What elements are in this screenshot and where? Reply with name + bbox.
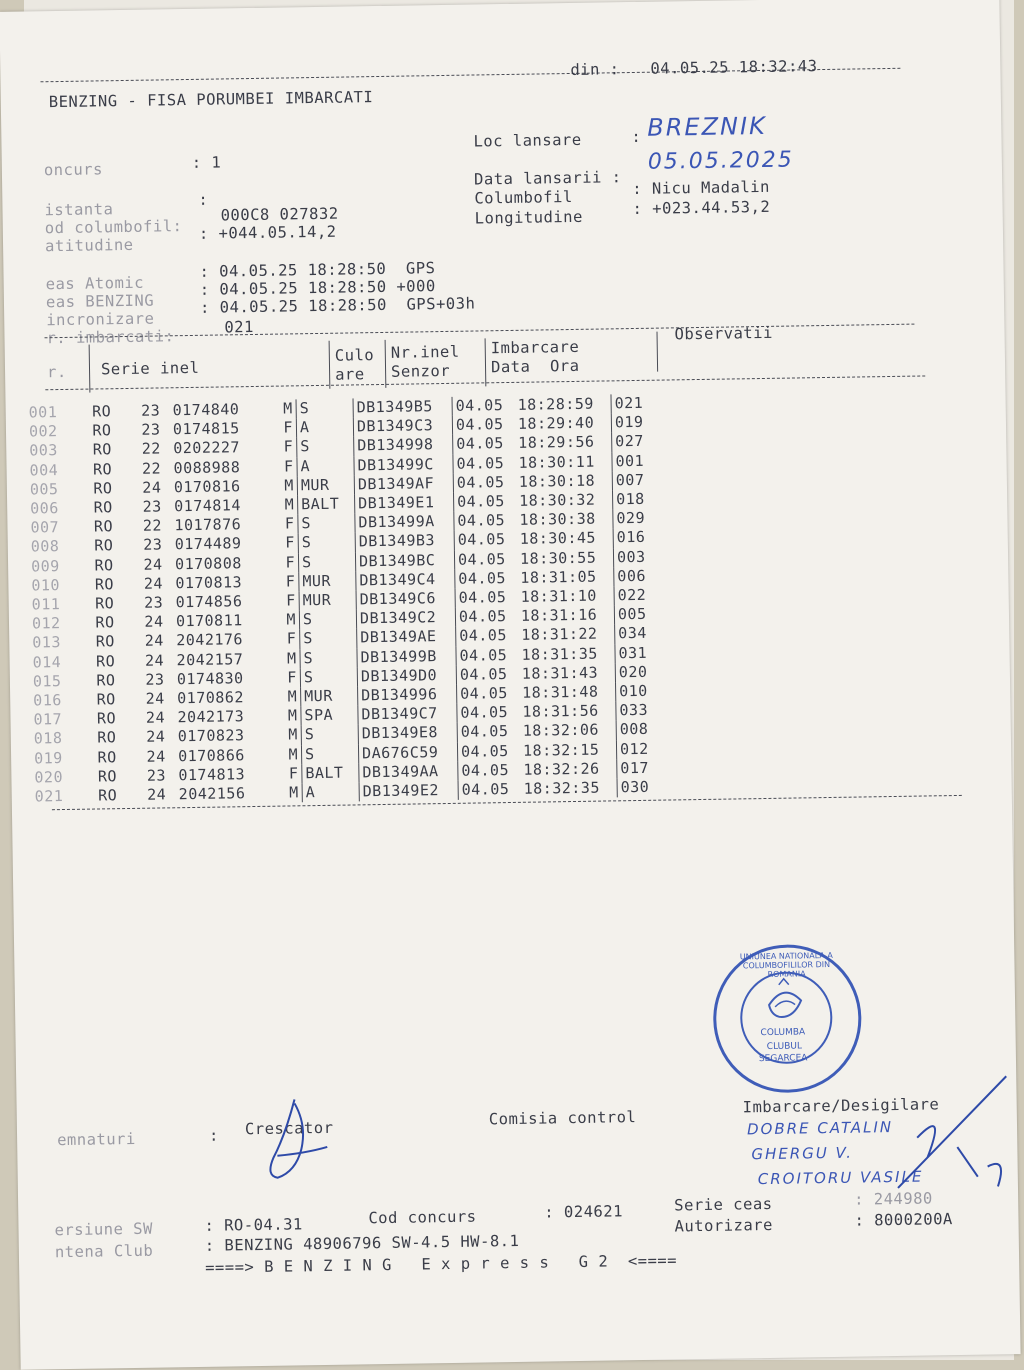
sensor-id-cell: DB13499C bbox=[354, 454, 453, 475]
row-number-cell: 021 bbox=[34, 787, 64, 806]
boarding-date-cell: 04.05 bbox=[453, 434, 516, 454]
row-number-cell: 006 bbox=[30, 499, 59, 518]
ring-number-cell: 2042176 bbox=[176, 630, 244, 650]
boarding-date-cell: 04.05 bbox=[454, 511, 517, 531]
document-title: BENZING - FISA PORUMBEI IMBARCATI bbox=[48, 88, 374, 112]
observation-cell: 019 bbox=[611, 413, 658, 433]
boarding-date-cell: 04.05 bbox=[455, 588, 518, 608]
boarding-date-cell: 04.05 bbox=[454, 530, 517, 550]
color-cell: BALT bbox=[298, 494, 355, 514]
boarding-date-cell: 04.05 bbox=[456, 626, 519, 646]
row-number-cell: 005 bbox=[29, 479, 59, 499]
row-number-cell: 017 bbox=[33, 710, 63, 729]
ring-country-cell: RO bbox=[94, 555, 114, 575]
row-number-cell: 015 bbox=[32, 671, 62, 691]
loc-lansare-sep: : bbox=[631, 127, 642, 147]
ring-year-cell: 23 bbox=[141, 420, 161, 439]
table-top-rule bbox=[45, 324, 915, 339]
color-cell: S bbox=[298, 533, 355, 553]
row-number-cell: 008 bbox=[30, 537, 60, 556]
ring-year-cell: 24 bbox=[144, 631, 164, 651]
color-cell: S bbox=[301, 744, 358, 764]
cod-columbofil-label: od columbofil: bbox=[44, 217, 183, 238]
cod-concurs-label: Cod concurs bbox=[368, 1207, 477, 1228]
ring-country-cell: RO bbox=[92, 440, 112, 459]
sex-cell: M bbox=[288, 725, 298, 744]
distanta-label: istanta bbox=[44, 200, 114, 220]
row-number-cell: 020 bbox=[34, 767, 64, 787]
color-cell: SPA bbox=[301, 706, 358, 726]
color-cell: MUR bbox=[299, 571, 356, 591]
sex-cell: F bbox=[285, 552, 296, 572]
sex-cell: F bbox=[286, 629, 297, 648]
boarding-time-cell: 18:31:48 bbox=[522, 682, 599, 702]
boarding-time-cell: 18:30:18 bbox=[518, 471, 596, 491]
ring-year-cell: 23 bbox=[146, 766, 167, 785]
versiune-value: : RO-04.31 bbox=[204, 1215, 303, 1235]
ring-year-cell: 24 bbox=[146, 747, 166, 766]
sensor-id-cell: DB1349B5 bbox=[353, 397, 452, 418]
ring-year-cell: 24 bbox=[144, 651, 165, 670]
boarding-time-cell: 18:32:26 bbox=[523, 759, 600, 779]
col-divider bbox=[89, 345, 91, 393]
sex-cell: F bbox=[288, 764, 299, 783]
sensor-id-cell: DB1349C7 bbox=[358, 704, 457, 725]
ring-year-cell: 24 bbox=[145, 689, 165, 708]
sensor-id-cell: DB13499B bbox=[357, 646, 456, 667]
observation-cell: 017 bbox=[617, 758, 664, 778]
serie-ceas-value: : 244980 bbox=[854, 1189, 933, 1209]
sensor-id-cell: DB1349AF bbox=[354, 474, 453, 495]
sensor-id-cell: DB1349C3 bbox=[353, 416, 452, 437]
color-cell: A bbox=[296, 418, 353, 438]
sensor-id-cell: DB1349E1 bbox=[355, 493, 454, 514]
col-divider bbox=[485, 338, 487, 386]
sensor-id-cell: DB1349AA bbox=[359, 762, 458, 783]
boarding-date-cell: 04.05 bbox=[457, 722, 520, 742]
signature-name-1: DOBRE CATALIN bbox=[746, 1118, 894, 1139]
row-number-cell: 014 bbox=[32, 652, 62, 672]
sex-cell: M bbox=[289, 783, 299, 802]
loc-lansare-handwritten: BREZNIK bbox=[647, 111, 768, 142]
row-number-cell: 012 bbox=[31, 614, 61, 633]
imbarcare-desigilare-label: Imbarcare/Desigilare bbox=[742, 1095, 940, 1117]
sensor-id-cell: DB1349E8 bbox=[358, 723, 457, 744]
ring-country-cell: RO bbox=[95, 651, 116, 671]
row-number-cell: 018 bbox=[33, 729, 63, 748]
sensor-id-cell: DB1349C6 bbox=[356, 589, 455, 610]
semnaturi-sep: : bbox=[208, 1126, 220, 1145]
boarding-date-cell: 04.05 bbox=[453, 473, 516, 493]
sex-cell: F bbox=[287, 668, 298, 687]
observation-cell: 029 bbox=[613, 509, 660, 529]
ring-year-cell: 24 bbox=[147, 785, 167, 804]
sensor-id-cell: DB1349E2 bbox=[359, 781, 458, 802]
boarding-time-cell: 18:32:06 bbox=[522, 721, 600, 741]
ring-number-cell: 0170862 bbox=[177, 688, 245, 708]
color-cell: S bbox=[298, 552, 355, 572]
boarding-time-cell: 18:28:59 bbox=[517, 394, 595, 414]
boarding-date-cell: 04.05 bbox=[454, 550, 517, 570]
boarding-time-cell: 18:29:56 bbox=[518, 433, 595, 453]
sincronizare-label: incronizare bbox=[46, 309, 155, 330]
ring-number-cell: 0174856 bbox=[175, 592, 243, 612]
boarding-date-cell: 04.05 bbox=[455, 607, 518, 627]
col-divider bbox=[329, 341, 331, 389]
ring-country-cell: RO bbox=[96, 671, 116, 690]
boarding-time-cell: 18:30:45 bbox=[519, 529, 597, 549]
ring-country-cell: RO bbox=[94, 575, 115, 594]
row-number-cell: 007 bbox=[30, 518, 60, 537]
ring-number-cell: 0170823 bbox=[177, 726, 245, 746]
ring-number-cell: 1017876 bbox=[174, 515, 242, 535]
col-nrinel-header-1: Nr.inel bbox=[390, 342, 460, 362]
color-cell: S bbox=[300, 629, 357, 649]
boarding-time-cell: 18:31:35 bbox=[521, 644, 598, 664]
ring-year-cell: 24 bbox=[142, 478, 162, 497]
sex-cell: F bbox=[284, 514, 295, 533]
longitudine-value: : +023.44.53,2 bbox=[632, 197, 771, 219]
sex-cell: F bbox=[285, 533, 295, 552]
data-lansarii-label: Data lansarii : bbox=[473, 168, 622, 189]
observation-cell: 021 bbox=[611, 394, 658, 414]
observation-cell: 030 bbox=[617, 778, 664, 798]
autorizare-value: : 8000200A bbox=[854, 1210, 953, 1230]
ring-number-cell: 2042173 bbox=[177, 707, 245, 727]
observation-cell: 031 bbox=[615, 643, 662, 663]
ring-country-cell: RO bbox=[97, 728, 117, 747]
boarding-date-cell: 04.05 bbox=[452, 415, 515, 435]
boarding-date-cell: 04.05 bbox=[458, 761, 521, 781]
boarding-date-cell: 04.05 bbox=[456, 665, 519, 685]
ring-year-cell: 23 bbox=[145, 670, 165, 689]
concurs-value: : 1 bbox=[191, 153, 222, 172]
sensor-id-cell: DB1349AE bbox=[357, 627, 456, 648]
col-imbarcare-header-1: Imbarcare bbox=[490, 337, 580, 358]
ring-year-cell: 23 bbox=[142, 497, 162, 516]
sex-cell: M bbox=[288, 744, 299, 764]
sex-cell: F bbox=[283, 456, 294, 476]
boarding-date-cell: 04.05 bbox=[453, 453, 516, 473]
boarding-time-cell: 18:30:32 bbox=[518, 490, 596, 510]
ring-number-cell: 0170808 bbox=[174, 553, 242, 573]
observation-cell: 005 bbox=[614, 605, 661, 625]
signature-name-2: GHERGU V. bbox=[751, 1143, 854, 1164]
pigeon-table bbox=[26, 394, 664, 807]
ring-country-cell: RO bbox=[97, 767, 118, 786]
ring-year-cell: 23 bbox=[144, 593, 164, 612]
sensor-id-cell: DA676C59 bbox=[358, 742, 457, 763]
print-date-value: 04.05.25 18:32:43 bbox=[650, 57, 818, 78]
observation-cell: 006 bbox=[614, 566, 661, 586]
ring-country-cell: RO bbox=[94, 536, 114, 555]
boarding-date-cell: 04.05 bbox=[455, 569, 518, 589]
sensor-id-cell: DB1349B3 bbox=[355, 531, 454, 552]
boarding-date-cell: 04.05 bbox=[456, 646, 519, 666]
observation-cell: 033 bbox=[616, 701, 663, 721]
ring-number-cell: 0174815 bbox=[172, 419, 240, 439]
ceas-atomic-label: eas Atomic bbox=[45, 273, 145, 294]
signature-name-3: CROITORU VASILE bbox=[757, 1167, 924, 1189]
club-seal-stamp bbox=[712, 944, 862, 1094]
stamp-inner-text-2: CLUBUL bbox=[766, 1041, 803, 1053]
ring-country-cell: RO bbox=[93, 479, 113, 498]
observation-cell: 027 bbox=[612, 432, 659, 452]
ring-number-cell: 0174489 bbox=[174, 534, 242, 554]
ring-country-cell: RO bbox=[96, 709, 117, 728]
latitudine-label: atitudine bbox=[44, 235, 134, 256]
sex-cell: M bbox=[287, 687, 298, 706]
observation-cell: 008 bbox=[616, 720, 663, 740]
sensor-id-cell: DB1349D0 bbox=[357, 666, 456, 687]
sex-cell: M bbox=[282, 399, 293, 418]
col-divider bbox=[656, 332, 658, 372]
cod-concurs-value: : 024621 bbox=[544, 1202, 624, 1222]
sensor-id-cell: DB134998 bbox=[354, 435, 453, 456]
color-cell: MUR bbox=[301, 686, 358, 706]
observation-cell: 022 bbox=[614, 586, 661, 606]
color-cell: S bbox=[297, 437, 354, 457]
color-cell: S bbox=[300, 667, 357, 687]
ring-country-cell: RO bbox=[98, 786, 118, 805]
ring-country-cell: RO bbox=[96, 690, 116, 709]
boarding-date-cell: 04.05 bbox=[458, 780, 521, 800]
row-number-cell: 019 bbox=[33, 748, 63, 768]
col-divider bbox=[385, 340, 387, 388]
sensor-id-cell: DB13499A bbox=[355, 512, 454, 533]
boarding-date-cell: 04.05 bbox=[452, 396, 515, 416]
sex-cell: M bbox=[286, 648, 297, 668]
boarding-time-cell: 18:31:10 bbox=[520, 586, 598, 606]
ring-country-cell: RO bbox=[92, 402, 112, 421]
ring-country-cell: RO bbox=[97, 747, 117, 767]
ring-year-cell: 23 bbox=[143, 535, 163, 555]
ring-number-cell: 0202227 bbox=[173, 438, 241, 458]
ring-number-cell: 0170816 bbox=[173, 477, 241, 497]
row-number-cell: 001 bbox=[28, 403, 58, 422]
boarding-time-cell: 18:31:56 bbox=[522, 701, 599, 722]
row-number-cell: 016 bbox=[33, 691, 62, 710]
boarding-time-cell: 18:30:38 bbox=[519, 509, 596, 530]
row-number-cell: 003 bbox=[29, 441, 59, 460]
columbofil-label: Columbofil bbox=[474, 187, 573, 208]
comisia-label: Comisia control bbox=[488, 1108, 637, 1129]
ring-country-cell: RO bbox=[93, 498, 113, 517]
boarding-time-cell: 18:31:16 bbox=[520, 605, 598, 626]
sensor-id-cell: DB1349C2 bbox=[356, 608, 455, 629]
versiune-label: ersiune SW bbox=[54, 1219, 153, 1240]
ring-year-cell: 23 bbox=[141, 401, 161, 420]
col-culoare-header-2: are bbox=[334, 365, 365, 384]
color-cell: S bbox=[296, 398, 353, 418]
ring-country-cell: RO bbox=[92, 459, 113, 479]
observation-cell: 012 bbox=[616, 739, 663, 759]
observation-cell: 034 bbox=[615, 624, 662, 644]
boarding-time-cell: 18:32:15 bbox=[522, 740, 600, 760]
ring-number-cell: 2042156 bbox=[178, 784, 246, 804]
color-cell: A bbox=[297, 456, 354, 476]
stamp-outer-text: UNIUNEA NATIONALA A COLUMBOFILILOR DIN ROMANIA bbox=[739, 950, 833, 979]
crescator-signature bbox=[254, 1095, 335, 1186]
ring-country-cell: RO bbox=[93, 517, 114, 536]
print-date-label: din : bbox=[570, 60, 620, 79]
row-number-cell: 004 bbox=[29, 460, 59, 480]
observation-cell: 020 bbox=[615, 662, 662, 682]
sex-cell: M bbox=[284, 495, 295, 514]
color-cell: S bbox=[298, 514, 355, 534]
col-serie-header: Serie inel bbox=[100, 358, 200, 379]
observation-cell: 016 bbox=[613, 528, 660, 548]
row-number-cell: 002 bbox=[28, 422, 58, 441]
ring-country-cell: RO bbox=[95, 613, 115, 632]
stamp-inner-text-1: COLUMBA bbox=[760, 1027, 806, 1039]
ring-number-cell: 0170813 bbox=[175, 573, 243, 593]
row-number-cell: 010 bbox=[31, 575, 61, 595]
ring-number-cell: 0170866 bbox=[177, 745, 245, 765]
ring-number-cell: 0174840 bbox=[172, 400, 240, 420]
boarding-time-cell: 18:32:35 bbox=[523, 778, 601, 798]
boarding-date-cell: 04.05 bbox=[457, 703, 520, 723]
sex-cell: F bbox=[283, 437, 294, 456]
sensor-id-cell: DB1349BC bbox=[355, 550, 454, 571]
col-culoare-header-1: Culo bbox=[334, 346, 375, 365]
ring-number-cell: 0174830 bbox=[176, 669, 244, 689]
observation-cell: 001 bbox=[612, 451, 659, 471]
antena-value: : BENZING 48906796 SW-4.5 HW-8.1 bbox=[204, 1231, 520, 1255]
ring-year-cell: 24 bbox=[146, 727, 166, 747]
ceas-benzing-value: : 04.05.25 18:28:50 +000 bbox=[199, 277, 436, 299]
color-cell: A bbox=[302, 782, 359, 802]
serie-ceas-label: Serie ceas bbox=[674, 1194, 773, 1215]
benzing-brand-line: ====> B E N Z I N G E x p r e s s G 2 <==== bbox=[205, 1251, 678, 1277]
sensor-id-cell: DB1349C4 bbox=[356, 570, 455, 591]
ring-number-cell: 2042157 bbox=[176, 649, 244, 669]
autorizare-label: Autorizare bbox=[674, 1215, 774, 1236]
imbarcati-value: 021 bbox=[224, 317, 255, 337]
color-cell: S bbox=[300, 648, 357, 668]
color-cell: MUR bbox=[297, 475, 354, 495]
ring-year-cell: 24 bbox=[143, 555, 163, 574]
data-lansarii-handwritten: 05.05.2025 bbox=[647, 147, 794, 175]
ring-year-cell: 24 bbox=[144, 612, 164, 631]
distanta-value: : bbox=[198, 190, 209, 209]
semnaturi-label: emnaturi bbox=[56, 1129, 136, 1150]
ring-year-cell: 24 bbox=[143, 574, 164, 593]
color-cell: S bbox=[301, 725, 358, 745]
stamp-inner-text-3: SEGARCEA bbox=[758, 1053, 808, 1065]
signature-strokes bbox=[886, 1066, 1018, 1198]
color-cell: BALT bbox=[302, 763, 359, 783]
sex-cell: M bbox=[284, 476, 295, 495]
ring-country-cell: RO bbox=[95, 594, 115, 613]
ring-number-cell: 0174813 bbox=[178, 765, 246, 785]
color-cell: S bbox=[299, 610, 356, 630]
cod-columbofil-value: 000C8 027832 bbox=[220, 204, 339, 225]
ring-number-cell: 0174814 bbox=[174, 496, 242, 516]
sex-cell: F bbox=[286, 591, 296, 610]
boarding-time-cell: 18:30:55 bbox=[519, 548, 597, 568]
col-observatii-header: Observatii bbox=[674, 323, 774, 344]
sincronizare-value: : 04.05.25 18:28:50 GPS+03h bbox=[199, 294, 476, 317]
col-nr-header: r. bbox=[46, 362, 67, 382]
boarding-date-cell: 04.05 bbox=[457, 742, 520, 762]
boarding-time-cell: 18:31:22 bbox=[521, 625, 598, 645]
sex-cell: F bbox=[285, 572, 296, 591]
sex-cell: F bbox=[283, 418, 294, 437]
row-number-cell: 009 bbox=[30, 556, 60, 576]
sex-cell: M bbox=[286, 610, 297, 629]
boarding-date-cell: 04.05 bbox=[454, 492, 517, 512]
observation-cell: 007 bbox=[612, 470, 659, 490]
latitudine-value: : +044.05.14,2 bbox=[198, 222, 337, 243]
col-nrinel-header-2: Senzor bbox=[390, 361, 451, 381]
ring-country-cell: RO bbox=[95, 632, 115, 651]
observation-cell: 010 bbox=[616, 682, 663, 702]
sex-cell: M bbox=[287, 706, 298, 725]
antena-label: ntena Club bbox=[54, 1241, 154, 1262]
crescator-label: Crescator bbox=[244, 1118, 334, 1139]
boarding-time-cell: 18:31:43 bbox=[521, 663, 599, 683]
ring-number-cell: 0170811 bbox=[175, 611, 243, 631]
ring-year-cell: 22 bbox=[142, 516, 163, 535]
boarding-time-cell: 18:31:05 bbox=[520, 567, 597, 587]
color-cell: MUR bbox=[299, 590, 356, 610]
loc-lansare-label: Loc lansare bbox=[473, 130, 582, 151]
ceas-atomic-value: : 04.05.25 18:28:50 GPS bbox=[199, 259, 436, 281]
longitudine-label: Longitudine bbox=[474, 207, 583, 228]
ceas-benzing-label: eas BENZING bbox=[45, 291, 155, 312]
columbofil-value: : Nicu Madalin bbox=[632, 177, 771, 199]
observation-cell: 018 bbox=[612, 490, 659, 510]
observation-cell: 003 bbox=[613, 547, 660, 567]
boarding-time-cell: 18:29:40 bbox=[517, 413, 595, 434]
imbarcati-label: r. imbarcati: bbox=[46, 327, 175, 348]
row-number-cell: 011 bbox=[31, 595, 61, 614]
sensor-id-cell: DB134996 bbox=[358, 685, 457, 706]
ring-country-cell: RO bbox=[92, 421, 112, 440]
concurs-label: oncurs bbox=[43, 160, 104, 180]
ring-number-cell: 0088988 bbox=[173, 457, 241, 477]
col-imbarcare-header-2: Data Ora bbox=[490, 356, 580, 377]
boarding-time-cell: 18:30:11 bbox=[518, 452, 595, 472]
ring-year-cell: 22 bbox=[141, 439, 161, 459]
ring-year-cell: 22 bbox=[141, 459, 162, 478]
boarding-date-cell: 04.05 bbox=[457, 684, 520, 704]
row-number-cell: 013 bbox=[32, 633, 62, 652]
ring-year-cell: 24 bbox=[145, 708, 166, 727]
